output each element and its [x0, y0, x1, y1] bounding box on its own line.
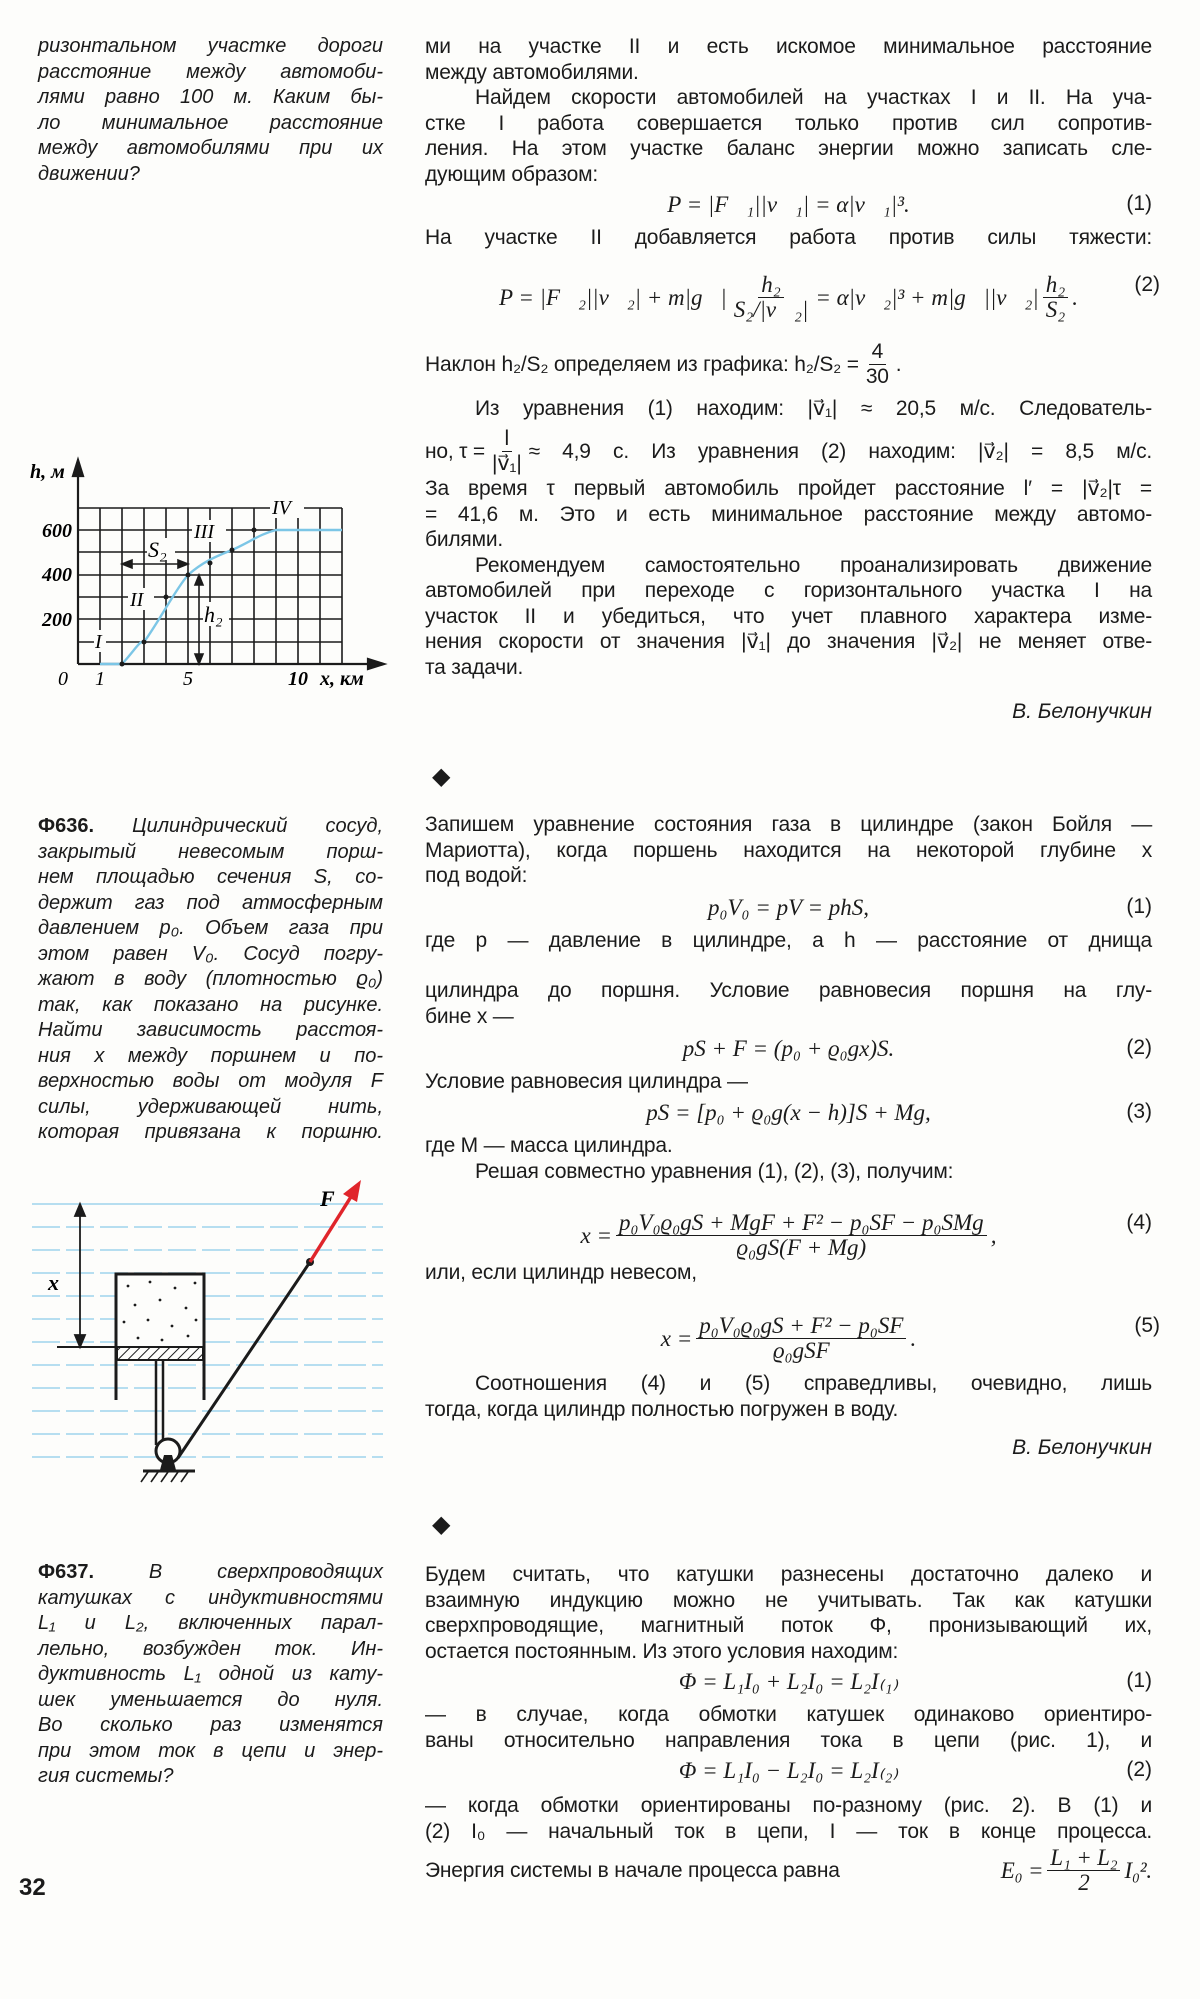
text-line: где p — давление в цилиндре, а h — расстояние от днища — [425, 929, 1152, 952]
text-line: взаимную индукцию можно не учитывать. Так как катушки — [425, 1588, 1152, 1612]
problem-636-statement — [38, 814, 383, 1146]
text-line: нем площадью сечения S, со- — [38, 866, 383, 888]
equation-text: Φ = L₁I₀ − L₂I₀ = L₂I₍₂₎ — [678, 1758, 899, 1783]
text-line: — когда обмотки ориентированы по-разному (рис. 2). В (1) и — [425, 1794, 1152, 1817]
problem-637-statement — [38, 1560, 383, 1790]
text-line: верхностью воды от модуля F — [38, 1070, 383, 1092]
text-paragraph — [425, 396, 1152, 422]
fraction — [731, 273, 812, 322]
tau-line — [425, 427, 1152, 476]
text-line: Во сколько раз изменятся — [38, 1714, 383, 1736]
text-line: (2) I₀ — начальный ток в цепи, I — ток в конце процесса. — [425, 1819, 1152, 1843]
equation-number: (3) — [1126, 1100, 1152, 1123]
text-line: цилиндра до поршня. Условие равновесия поршня на глу- — [425, 979, 1152, 1002]
text-line: ≈ 4,9 с. Из уравнения (2) находим: |v⃗₂| = 8,5 м/с. — [528, 439, 1152, 463]
text-line: Решая совместно уравнения (1), (2), (3), получим: — [475, 1159, 954, 1183]
section-separator-icon: ◆ — [432, 1510, 451, 1538]
text-line: жают в воду (плотностью ϱ₀) — [38, 968, 383, 990]
x-axis-label: x, км — [320, 668, 364, 690]
equation-number: (2) — [1126, 1758, 1152, 1781]
denominator: S₂/|v⃗₂| — [733, 297, 809, 322]
water-lines — [32, 1204, 383, 1457]
equation-text: P = |F⃗₁||v⃗₁| = α|v⃗₁|³. — [667, 192, 910, 217]
x-dimension-arrow — [75, 1204, 85, 1347]
text-line: лельно, возбужден ток. Ин- — [38, 1637, 383, 1660]
text-line: Условие равновесия цилиндра — — [425, 1070, 748, 1093]
x-tick-label: 10 — [288, 668, 308, 690]
text-line: . — [895, 352, 902, 376]
equation-text: . — [1072, 284, 1078, 310]
text-line: силы, удерживающей нить, — [38, 1095, 383, 1118]
y-axis-label: h, м — [30, 461, 65, 483]
equation-text: I₀². — [1124, 1857, 1152, 1883]
y-tick-label: 600 — [42, 520, 72, 542]
text-line: расстояние между автомоби- — [38, 60, 383, 83]
text-line: но, τ = — [425, 439, 485, 463]
text-line: шек уменьшается до нуля. — [38, 1688, 383, 1711]
fraction — [489, 427, 525, 476]
denominator: 30 — [865, 365, 889, 388]
text-line: остается постоянным. Из этого условия находим: — [425, 1639, 899, 1663]
numerator: h₂ — [1043, 273, 1069, 298]
text-line: стке I работа совершается только против сил сопротив- — [425, 111, 1152, 135]
section-label: II — [130, 589, 144, 611]
text-line: сверхпроводящие, магнитный поток Φ, пронизывающий их, — [425, 1614, 1152, 1637]
text-paragraph — [425, 225, 1152, 251]
text-line: Соотношения (4) и (5) справедливы, очевидно, лишь — [475, 1372, 1152, 1395]
numerator: L₁ + L₂ — [1047, 1846, 1120, 1871]
text-line: гия системы? — [38, 1765, 174, 1787]
text-line: — в случае, когда обмотки катушек одинаково ориентиро- — [425, 1703, 1152, 1726]
text-line: та задачи. — [425, 655, 524, 679]
h2-label: h₂ — [204, 602, 223, 627]
text-line: автомобилей при переходе с горизонтального участка I на — [425, 579, 1152, 602]
piston-cylinder-figure — [0, 1170, 420, 1500]
text-paragraph — [425, 1371, 1152, 1422]
author-signature: В. Белонучкин — [1012, 1436, 1152, 1459]
equation-number: (5) — [1134, 1314, 1160, 1337]
text-line: ми на участке II и есть искомое минимальное расстояние — [425, 35, 1152, 58]
equation-number: (1) — [1126, 192, 1152, 215]
text-line: нения скорости от значения |v⃗₁| до значения |v⃗₂| не меняет отве- — [425, 630, 1152, 653]
text-paragraph — [425, 1069, 1152, 1095]
equation-text: E₀ = — [1000, 1857, 1044, 1883]
problem-number: Ф637. — [38, 1561, 94, 1583]
text-paragraph — [425, 1702, 1152, 1753]
text-line: Энергия системы в начале процесса равна — [425, 1858, 840, 1882]
text-paragraph — [425, 1562, 1152, 1664]
equation-text: pS = [p₀ + ϱ₀g(x − h)]S + Mg, — [646, 1100, 931, 1125]
equation-text: = α|v⃗₂|³ + m|g⃗||v⃗₂| — [815, 284, 1039, 310]
text-line: Будем считать, что катушки разнесены достаточно далеко и — [425, 1563, 1152, 1586]
graph-axes — [73, 460, 384, 669]
text-line: дующим образом: — [425, 162, 598, 186]
text-line: катушках с индуктивностями — [38, 1586, 383, 1609]
text-line: где M — масса цилиндра. — [425, 1134, 673, 1157]
text-line: между автомобилями при их — [38, 137, 383, 159]
text-line: ления. На этом участке баланс энергии можно записать сле- — [425, 137, 1152, 160]
text-line: Найти зависимость расстоя- — [38, 1019, 383, 1041]
section-separator-icon: ◆ — [432, 762, 451, 790]
numerator: l — [502, 427, 512, 452]
equation-text: pS + F = (p₀ + ϱ₀gx)S. — [682, 1036, 895, 1061]
denominator: ϱ₀gSF — [773, 1338, 830, 1363]
section-label: I — [95, 631, 102, 653]
road-profile-graph — [0, 450, 420, 690]
text-line: Наклон h₂/S₂ определяем из графика: h₂/S₂ = — [425, 352, 859, 376]
equation-text: . — [910, 1325, 917, 1351]
s2-label: S₂ — [148, 537, 167, 562]
text-paragraph — [425, 476, 1152, 680]
solution-635-paragraph — [425, 34, 1152, 187]
fraction — [1043, 273, 1069, 322]
text-line: ризонтальном участке дороги — [38, 35, 383, 57]
equation-text: x = — [660, 1325, 693, 1351]
text-line: За время τ первый автомобиль пройдет расстояние l′ = |v⃗₂|τ = — [425, 477, 1152, 500]
text-line: ваны относительно направления тока в цепи (рис. 1), и — [425, 1728, 1152, 1752]
gas-region — [116, 1274, 204, 1347]
equation-number: (2) — [1134, 273, 1160, 296]
text-line: = 41,6 м. Это и есть минимальное расстояние между автомо- — [425, 502, 1152, 526]
text-line: при этом ток в цепи и энер- — [38, 1739, 383, 1762]
text-line: На участке II добавляется работа против силы тяжести: — [425, 226, 1152, 249]
text-line: дуктивность L₁ одной из кату- — [38, 1663, 383, 1685]
text-line: В сверхпроводящих — [148, 1561, 383, 1583]
text-line: L₁ и L₂, включенных парал- — [38, 1612, 383, 1634]
numerator: p₀V₀ϱ₀gS + MgF + F² − p₀SF − p₀SMg — [616, 1211, 987, 1236]
text-line: так, как показано на рисунке. — [38, 993, 383, 1016]
numerator: 4 — [869, 340, 886, 365]
text-line: под водой: — [425, 864, 528, 887]
text-line: Рекомендуем самостоятельно проанализировать движение — [475, 553, 1152, 577]
equation-text: p₀V₀ = pV = phS, — [708, 895, 869, 920]
problem-635-tail — [38, 34, 383, 187]
text-paragraph — [425, 978, 1152, 1029]
equation-text: , — [990, 1222, 997, 1248]
slope-line — [425, 340, 1152, 389]
section-label: III — [194, 521, 214, 543]
text-line: Найдем скорости автомобилей на участках I и II. На уча- — [475, 86, 1152, 109]
equation-number: (2) — [1126, 1036, 1152, 1059]
text-line: Запишем уравнение состояния газа в цилиндре (закон Бойля — — [425, 813, 1152, 836]
force-label: F⃗ — [320, 1186, 352, 1211]
text-line: держит газ под атмосферным — [38, 891, 383, 914]
text-line: давлением p₀. Объем газа при — [38, 917, 383, 939]
denominator: S₂ — [1045, 297, 1066, 322]
text-line: тогда, когда цилиндр полностью погружен в воду. — [425, 1397, 899, 1421]
denominator: 2 — [1078, 1870, 1090, 1895]
text-line: закрытый невесомым порш- — [38, 840, 383, 863]
y-tick-label: 400 — [42, 564, 72, 586]
text-line: движении? — [38, 162, 140, 185]
equation-text: P = |F⃗₂||v⃗₂| + m|g⃗| — [499, 284, 727, 310]
text-line: между автомобилями. — [425, 60, 639, 84]
page-number: 32 — [19, 1874, 46, 1901]
author-signature: В. Белонучкин — [1012, 700, 1152, 723]
fraction — [1047, 1846, 1120, 1895]
x-tick-label: 5 — [183, 668, 193, 690]
text-line: ло минимальное расстояние — [38, 111, 383, 134]
y-tick-label: 200 — [42, 609, 72, 631]
numerator: h₂ — [758, 273, 784, 298]
fraction — [616, 1211, 987, 1260]
piston — [117, 1347, 203, 1360]
equation-text: x = — [580, 1222, 613, 1248]
text-line: бине x — — [425, 1004, 514, 1028]
origin-label: 0 — [58, 668, 68, 690]
text-paragraph — [425, 928, 1152, 954]
text-line: лями равно 100 м. Каким бы- — [38, 86, 383, 108]
numerator: p₀V₀ϱ₀gS + F² − p₀SF — [696, 1314, 906, 1339]
text-line: или, если цилиндр невесом, — [425, 1261, 697, 1284]
text-line: Из уравнения (1) находим: |v⃗₁| ≈ 20,5 м/с. Следователь- — [475, 397, 1152, 420]
section-label: IV — [272, 497, 291, 519]
text-line: которая привязана к поршню. — [38, 1121, 383, 1143]
text-line: участок II и убедиться, что учет плавного характера изме- — [425, 604, 1152, 628]
text-line: Мариотта), когда поршень находится на некоторой глубине x — [425, 838, 1152, 862]
text-paragraph — [425, 812, 1152, 889]
text-line: Цилиндрический сосуд, — [132, 815, 383, 837]
text-paragraph — [425, 1133, 1152, 1184]
text-paragraph — [425, 1260, 1152, 1286]
equation-number: (4) — [1126, 1211, 1152, 1234]
fraction — [696, 1314, 906, 1363]
denominator: ϱ₀gS(F + Mg) — [736, 1235, 867, 1260]
problem-number: Ф636. — [38, 815, 94, 837]
ground-hatch — [141, 1472, 188, 1482]
text-paragraph — [425, 1793, 1152, 1844]
text-line: ния x между поршнем и по- — [38, 1044, 383, 1067]
denominator: |v⃗₁| — [491, 452, 522, 475]
text-line: этом равен V₀. Сосуд погру- — [38, 942, 383, 965]
x-label: x — [48, 1270, 59, 1295]
equation-number: (1) — [1126, 895, 1152, 918]
text-line: билями. — [425, 528, 503, 551]
equation-text: Φ = L₁I₀ + L₂I₀ = L₂I₍₁₎ — [678, 1669, 899, 1694]
energy-line — [425, 1846, 1152, 1895]
fraction — [863, 340, 892, 389]
x-tick-label: 1 — [95, 668, 105, 690]
equation-number: (1) — [1126, 1669, 1152, 1692]
